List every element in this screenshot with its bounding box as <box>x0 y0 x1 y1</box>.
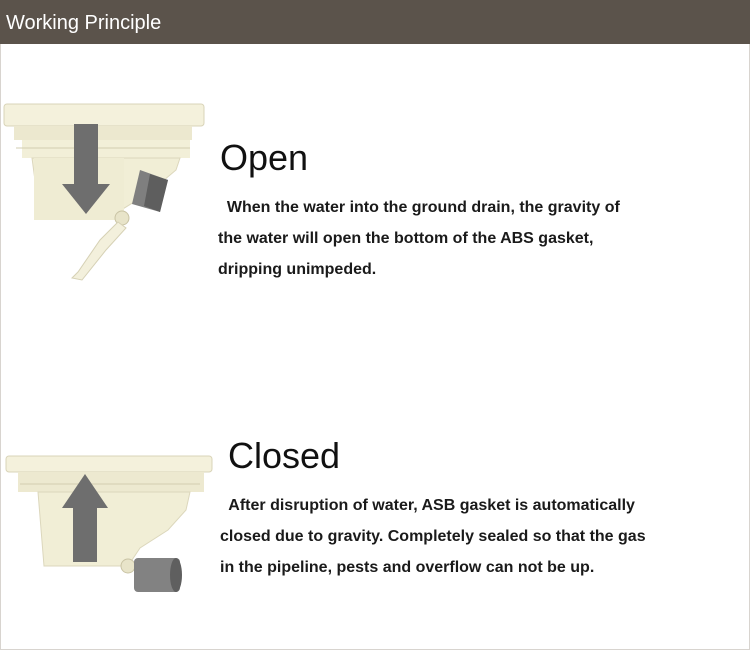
closed-description-line: closed due to gravity. Completely sealed so that the gas <box>220 528 646 545</box>
open-description-line: the water will open the bottom of the ABS gasket, <box>218 230 594 247</box>
closed-description <box>220 490 646 583</box>
closed-section <box>0 430 750 630</box>
section-header-bar <box>0 0 750 44</box>
header-title: Working Principle <box>6 12 162 34</box>
open-section <box>0 100 750 300</box>
drain-open-illustration <box>0 100 215 290</box>
open-description <box>218 192 620 285</box>
closed-heading: Closed <box>228 435 341 476</box>
closed-description-line: After disruption of water, ASB gasket is automatically <box>220 497 635 514</box>
open-description-line: When the water into the ground drain, the gravity of <box>218 199 620 216</box>
open-description-line: dripping unimpeded. <box>218 261 377 278</box>
open-heading: Open <box>220 137 309 178</box>
closed-description-line: in the pipeline, pests and overflow can not be up. <box>220 559 595 576</box>
drain-closed-illustration <box>0 430 220 600</box>
